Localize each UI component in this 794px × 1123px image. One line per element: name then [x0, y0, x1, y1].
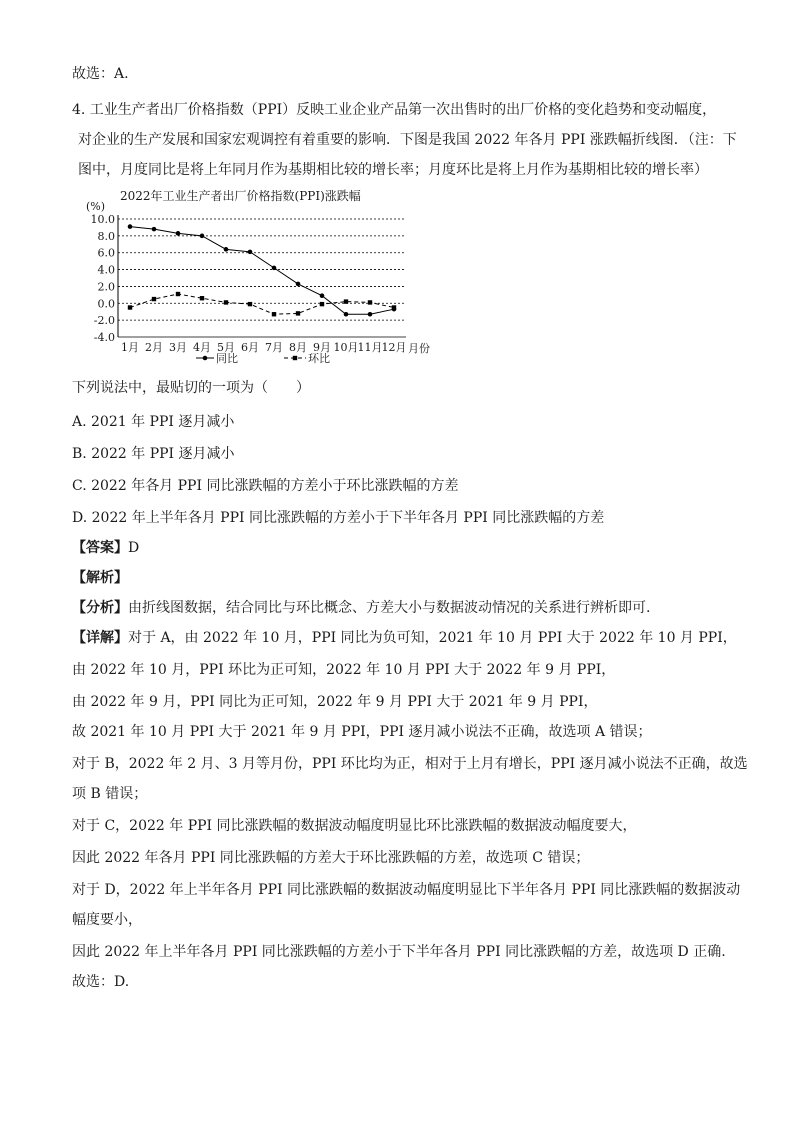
x-tick-label: 12月 — [381, 341, 407, 354]
legend-marker-0 — [203, 356, 208, 361]
data-point-1 — [248, 302, 252, 306]
data-point-0 — [200, 234, 205, 239]
fenxi-line — [72, 598, 650, 618]
data-point-1 — [344, 299, 348, 303]
chart-legend — [196, 351, 330, 365]
y-tick-label: 6.0 — [97, 246, 115, 260]
data-point-1 — [296, 311, 300, 315]
analysis-tag — [72, 568, 128, 588]
y-tick-label: -2.0 — [93, 314, 115, 328]
option-d: D. 2022 年上半年各月 PPI 同比涨跌幅的方差小于下半年各月 PPI 同比涨跌幅的方差 — [72, 510, 605, 526]
x-tick-label: 10月 — [333, 341, 359, 354]
chart-grid — [118, 215, 406, 337]
question-prompt: 下列说法中，最贴切的一项为（ ） — [72, 380, 310, 396]
y-tick-label: -4.0 — [93, 331, 115, 344]
data-point-0 — [344, 312, 349, 317]
data-point-1 — [392, 305, 396, 309]
legend-label-1: 环比 — [308, 352, 330, 365]
answer-tag: 【答案】 — [72, 540, 128, 556]
y-tick-label: 10.0 — [90, 213, 115, 226]
data-point-1 — [320, 302, 324, 306]
fenxi-tag: 【分析】 — [72, 600, 128, 616]
ppi-line-chart — [88, 186, 448, 372]
y-tick-label: 8.0 — [97, 229, 115, 243]
answer-value: D — [128, 540, 140, 556]
detail-line-7: 对于 C，2022 年 PPI 同比涨跌幅的数据波动幅度明显比环比涨跌幅的数据波动幅度要大， — [72, 818, 637, 834]
data-point-1 — [176, 292, 180, 296]
data-point-0 — [368, 312, 373, 317]
legend-label-0: 同比 — [216, 352, 238, 365]
data-point-1 — [152, 297, 156, 301]
detail-line-3: 由 2022 年 9 月，PPI 同比为正可知，2022 年 9 月 PPI 大于 2021 年 9 月 PPI， — [72, 694, 598, 710]
y-tick-labels — [91, 213, 116, 344]
question-line-3: 图中，月度同比是将上年同月作为基期相比较的增长率；月度环比是将上月作为基期相比较的增长率） — [78, 162, 708, 178]
data-point-0 — [224, 247, 229, 252]
data-point-0 — [296, 282, 301, 287]
series-line-1 — [130, 294, 394, 314]
x-tick-label: 4月 — [193, 341, 211, 354]
data-point-1 — [128, 305, 132, 309]
x-axis-label: 月份 — [408, 342, 430, 355]
x-tick-label: 5月 — [217, 341, 235, 354]
question-line-1: 4. 工业生产者出厂价格指数（PPI）反映工业企业产品第一次出售时的出厂价格的变化趋势和变动幅度， — [72, 102, 717, 118]
x-tick-label: 7月 — [265, 341, 283, 354]
data-point-0 — [152, 227, 157, 232]
detail-text-1: 对于 A，由 2022 年 10 月，PPI 同比为负可知，2021 年 10 月 PPI 大于 2022 年 10 月 PPI， — [128, 630, 737, 646]
y-axis-unit: (%) — [86, 200, 106, 213]
data-point-0 — [248, 250, 253, 255]
x-tick-labels — [121, 341, 407, 354]
previous-answer: 故选：A. — [72, 66, 129, 82]
y-tick-label: 0.0 — [97, 297, 115, 311]
detail-line-11: 因此 2022 年上半年各月 PPI 同比涨跌幅的方差小于下半年各月 PPI 同比涨跌幅的方差，故选项 D 正确. — [72, 944, 726, 960]
legend-marker-1 — [293, 356, 297, 360]
option-a: A. 2021 年 PPI 逐月减小 — [72, 414, 235, 430]
data-point-1 — [272, 312, 276, 316]
y-tick-label: 4.0 — [97, 263, 115, 277]
data-point-1 — [224, 300, 228, 304]
x-tick-label: 11月 — [357, 341, 383, 354]
detail-line-4: 故 2021 年 10 月 PPI 大于 2021 年 9 月 PPI，PPI 逐月减小说法不正确，故选项 A 错误； — [72, 724, 652, 740]
data-point-0 — [272, 266, 277, 271]
detail-line-10: 幅度要小， — [72, 912, 142, 928]
fenxi-text: 由折线图数据，结合同比与环比概念、方差大小与数据波动情况的关系进行辨析即可. — [128, 600, 651, 616]
x-tick-label: 9月 — [313, 341, 331, 354]
detail-line-2: 由 2022 年 10 月，PPI 环比为正可知，2022 年 10 月 PPI 大于 2022 年 9 月 PPI， — [72, 662, 616, 678]
data-point-0 — [320, 293, 325, 298]
data-point-1 — [368, 300, 372, 304]
option-b: B. 2022 年 PPI 逐月减小 — [72, 446, 235, 462]
x-tick-label: 6月 — [241, 341, 259, 354]
xiangjie-tag: 【详解】 — [72, 630, 128, 646]
detail-line-8: 因此 2022 年各月 PPI 同比涨跌幅的方差大于环比涨跌幅的方差，故选项 C 错误； — [72, 850, 590, 866]
chart-series — [128, 224, 397, 316]
chart-title: 2022年工业生产者出厂价格指数(PPI)涨跌幅 — [120, 189, 361, 203]
detail-line-9: 对于 D，2022 年上半年各月 PPI 同比涨跌幅的数据波动幅度明显比下半年各月 PPI 同比涨跌幅的数据波动 — [72, 882, 741, 898]
x-tick-label: 2月 — [145, 341, 163, 354]
detail-line-1 — [72, 628, 737, 648]
series-line-0 — [130, 227, 394, 315]
x-tick-label: 1月 — [121, 341, 139, 354]
data-point-0 — [128, 224, 133, 229]
data-point-0 — [176, 231, 181, 236]
x-tick-label: 3月 — [169, 341, 187, 354]
x-tick-label: 8月 — [289, 341, 307, 354]
final-answer: 故选：D. — [72, 974, 130, 990]
data-point-1 — [200, 296, 204, 300]
y-tick-label: 2.0 — [97, 280, 115, 294]
question-line-2: 对企业的生产发展和国家宏观调控有着重要的影响．下图是我国 2022 年各月 PPI 涨跌幅折线图．（注：下 — [78, 132, 737, 148]
answer-line — [72, 538, 139, 558]
detail-line-5: 对于 B，2022 年 2 月、3 月等月份，PPI 环比均为正，相对于上月有增长，PPI 逐月减小说法不正确，故选 — [72, 756, 748, 772]
detail-line-6: 项 B 错误； — [72, 786, 148, 802]
option-c: C. 2022 年各月 PPI 同比涨跌幅的方差小于环比涨跌幅的方差 — [72, 478, 459, 494]
jiexi-tag: 【解析】 — [72, 570, 128, 586]
